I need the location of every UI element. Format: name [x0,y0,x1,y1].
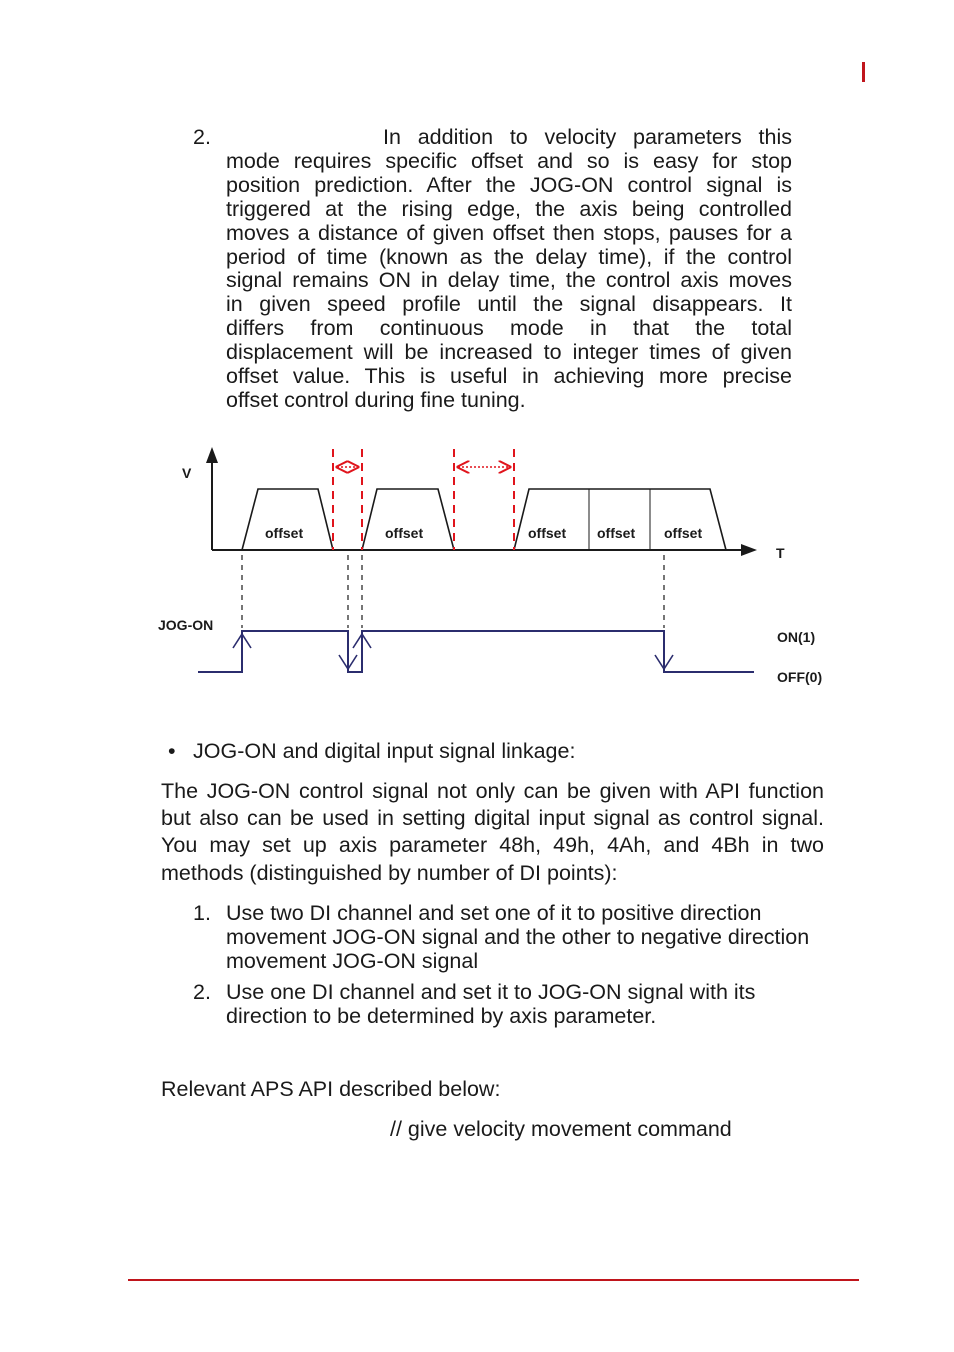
on-state-label: ON(1) [777,629,816,645]
text-line: triggered at the rising edge, the axis being controlled [226,196,792,221]
text-line: moves a distance of given offset then stops, pauses for a [226,220,792,245]
v-axis-label: V [182,465,192,481]
offset-label: offset [597,525,636,541]
list-item-body [226,126,792,413]
bullet-symbol: • [168,739,176,763]
offset-label: offset [528,525,567,541]
text-line: methods (distinguished by number of DI points): [161,860,618,885]
text-line: but also can be used in setting digital input signal as control signal. [161,806,824,831]
offset-label: offset [664,525,703,541]
text-line: displacement will be increased to integer times of given [226,340,792,365]
jog-on-signal [198,631,754,672]
body-paragraph [161,778,824,887]
list-number: 2. [193,125,211,149]
text-line: offset value. This is useful in achieving more precise [226,364,792,389]
text-line: movement JOG-ON signal and the other to negative direction [226,924,810,949]
delay-markers [333,449,514,550]
edge-arrows [233,634,673,669]
off-state-label: OFF(0) [777,669,823,685]
y-axis-arrow-icon [206,447,218,463]
text-line: movement JOG-ON signal [226,948,479,973]
text-line: Use two DI channel and set one of it to positive direction [226,901,762,925]
list-item-body [226,981,866,1029]
list-number: 1. [193,901,211,925]
x-axis-arrow-icon [741,544,757,556]
header-marker [862,62,865,82]
text-line: signal remains ON in delay time, the control axis moves [226,268,792,293]
jog-on-label: JOG-ON [158,617,214,633]
trigger-guides [242,555,664,628]
offset-label: offset [265,525,304,541]
text-line: mode requires specific offset and so is easy for stop [226,148,792,173]
offset-label: offset [385,525,424,541]
text-line: The JOG-ON control signal not only can be given with API function [161,779,824,803]
text-line: period of time (known as the delay time), if the control [226,244,792,269]
t-axis-label: T [776,545,785,561]
list-number: 2. [193,980,211,1004]
text-line: Use one DI channel and set it to JOG-ON signal with its [226,980,756,1004]
list-item-body [226,902,866,974]
text-line: You may set up axis parameter 48h, 49h, 4Ah, and 4Bh in two [161,833,824,858]
api-comment: // give velocity movement command [390,1117,732,1141]
bullet-text: JOG-ON and digital input signal linkage: [193,739,576,763]
velocity-profiles [242,489,726,550]
text-line: position prediction. After the JOG-ON control signal is [226,172,792,197]
text-line: In addition to velocity parameters this [383,125,792,149]
text-line: direction to be determined by axis parameter. [226,1003,657,1028]
text-line: in given speed profile until the signal disappears. It [226,292,792,317]
jog-timing-diagram [150,440,840,700]
text-line: offset control during fine tuning. [226,387,526,412]
text-line: differs from continuous mode in that the total [226,316,792,341]
footer-rule [128,1279,859,1281]
api-heading: Relevant APS API described below: [161,1077,501,1101]
